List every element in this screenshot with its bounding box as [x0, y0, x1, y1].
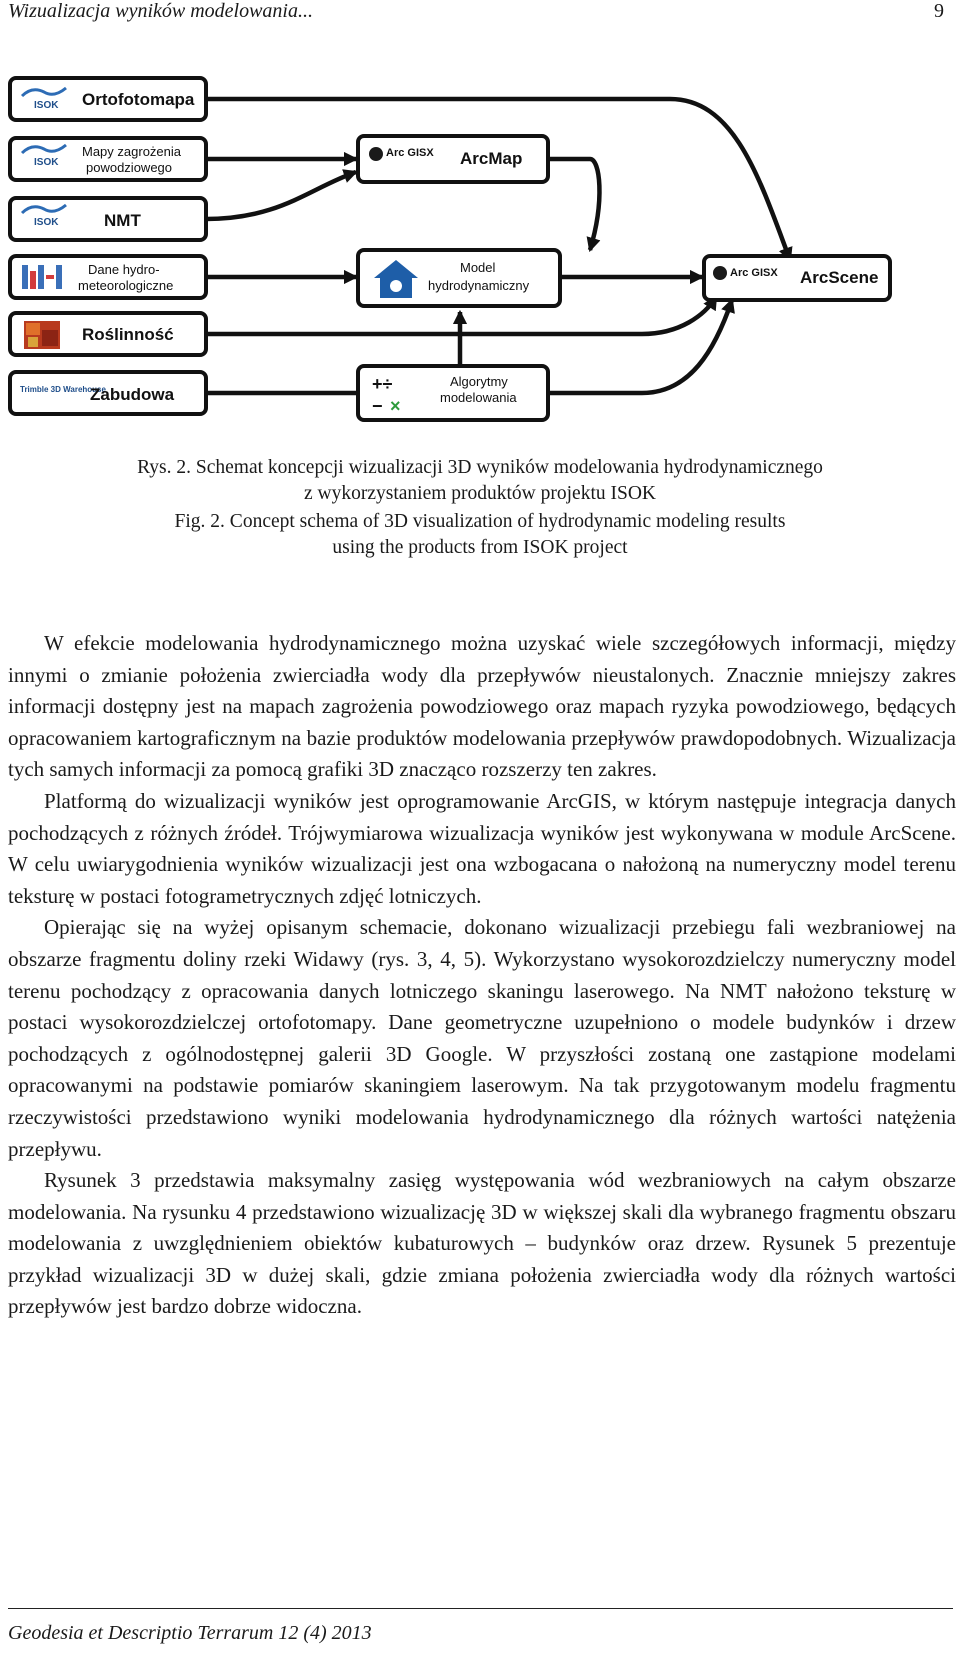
process-box-algorytmy: [358, 366, 548, 420]
journal-footer: Geodesia et Descriptio Terrarum 12 (4) 2013: [8, 1622, 372, 1644]
source-box-zabudowa: [10, 372, 206, 414]
svg-text:powodziowego: powodziowego: [86, 160, 173, 175]
svg-text:ISOK: ISOK: [34, 217, 59, 228]
svg-text:Dane hydro-: Dane hydro-: [88, 262, 160, 277]
svg-text:hydrodynamiczny: hydrodynamiczny: [428, 278, 530, 293]
source-box-nmt: [10, 198, 206, 240]
page-number: 9: [934, 0, 944, 22]
svg-text:Zabudowa: Zabudowa: [90, 385, 175, 404]
arrow-arcmap-model: [548, 159, 599, 250]
svg-text:Algorytmy: Algorytmy: [450, 374, 508, 389]
svg-text:Trimble 3D Warehouse: Trimble 3D Warehouse: [20, 385, 106, 394]
caption-en-line2: using the products from ISOK project: [332, 537, 628, 558]
caption-en-line1: Fig. 2. Concept schema of 3D visualization of hydrodynamic modeling results: [174, 511, 786, 532]
paragraph-1: W efekcie modelowania hydrodynamicznego można uzyskać wiele szczegółowych informacji, między innymi o zmianie położenia zwierciadła wody dla przepływów nieustalonych. Znacznie mniejszy zakres informacji dostępny jest na mapach zagrożenia powodziowego oraz mapach ryzyka powodziowego, będących opracowaniem kartograficznym na bazie produktów modelowania przepływów prawdopodobnych. Wizualizacja tych samych informacji za pomocą grafiki 3D znacząco rozszerzy ten zakres.: [8, 631, 956, 782]
svg-text:Mapy zagrożenia: Mapy zagrożenia: [82, 144, 181, 159]
running-header: [8, 0, 952, 30]
caption-pl-line1: Rys. 2. Schemat koncepcji wizualizacji 3D wyników modelowania hydrodynamicznego: [137, 457, 823, 478]
process-box-arcmap: [358, 136, 548, 182]
source-box-ortofotomapa: [10, 78, 206, 120]
svg-text:modelowania: modelowania: [440, 390, 517, 405]
svg-text:ISOK: ISOK: [34, 100, 59, 111]
source-box-mapy-zagrozenia: [10, 138, 206, 180]
caption-pl-line2: z wykorzystaniem produktów projektu ISOK: [303, 483, 657, 504]
svg-text:NMT: NMT: [104, 211, 141, 230]
vegetation-image-icon: [24, 321, 60, 349]
svg-text:+÷: +÷: [372, 374, 393, 394]
figure-caption-english: [0, 509, 960, 561]
arcgis-logo-icon: [369, 147, 434, 161]
imgw-logo-icon: [22, 265, 62, 289]
output-box-arcscene: [704, 256, 890, 300]
footer-divider: [8, 1608, 953, 1609]
paragraph-3: Opierając się na wyżej opisanym schemacie, dokonano wizualizacji przebiegu fali wezbraniowej na obszarze fragmentu doliny rzeki Widawy (rys. 3, 4, 5). Wykorzystano wysokorozdzielczy numeryczny model terenu pochodzący z opracowania danych lotniczego skaningu laserowego. Na NMT nałożono teksturę w postaci wysokorozdzielczej ortofotomapy. Dane geometryczne uzupełniono o modele budynków i drzew pochodzących z ogólnodostępnej galerii 3D Google. W przyszłości zostaną one zastąpione modelami opracowanymi na podstawie pomiarów skaningiem laserowym. Na tak przygotowanym modelu fragmentu rzeczywistości przedstawiono wyniki modelowania hydrodynamicznego dla różnych wartości natężenia przepływu.: [8, 915, 956, 1161]
process-box-model-hydro: [358, 250, 560, 306]
svg-text:meteorologiczne: meteorologiczne: [78, 278, 174, 293]
source-box-dane-hydro: [10, 256, 206, 298]
arcgis-logo-icon: [713, 266, 778, 280]
svg-text:ArcScene: ArcScene: [800, 268, 879, 287]
svg-text:×: ×: [390, 396, 401, 416]
svg-text:Arc GISX: Arc GISX: [386, 147, 434, 159]
running-title: Wizualizacja wyników modelowania...: [8, 0, 313, 22]
svg-text:ArcMap: ArcMap: [460, 149, 523, 168]
body-text: [8, 628, 956, 1323]
arrow-nmt-arcmap: [206, 172, 356, 219]
svg-text:−: −: [372, 396, 383, 416]
svg-text:Roślinność: Roślinność: [82, 325, 174, 344]
svg-text:ISOK: ISOK: [34, 157, 59, 168]
figure-caption-polish: [0, 455, 960, 507]
svg-text:Ortofotomapa: Ortofotomapa: [82, 90, 195, 109]
svg-text:Model: Model: [460, 260, 496, 275]
svg-text:Arc GISX: Arc GISX: [730, 267, 778, 279]
concept-diagram: [0, 60, 960, 460]
paragraph-2: Platformą do wizualizacji wyników jest oprogramowanie ArcGIS, w którym następuje integracja danych pochodzących z różnych źródeł. Trójwymiarowa wizualizacja wyników jest wykonywana w module ArcScene. W celu uwiarygodnienia wyników wizualizacji jest ona wzbogacana o nałożoną na numeryczny model terenu teksturę w postaci fotogrametrycznych zdjęć lotniczych.: [8, 788, 956, 908]
paragraph-4: Rysunek 3 przedstawia maksymalny zasięg występowania wód wezbraniowych na całym obszarze modelowania. Na rysunku 4 przedstawiono wizualizację 3D w większej skali dla wybranego fragmentu obszaru modelowania z uwzględnieniem obiektów kubaturowych – budynków oraz drzew. Rysunek 5 prezentuje przykład wizualizacji 3D w dużej skali, gdzie zmiana położenia zwierciadła wody dla różnych wartości przepływów jest bardzo dobrze widoczna.: [8, 1168, 956, 1319]
source-box-roslinnosc: [10, 313, 206, 355]
